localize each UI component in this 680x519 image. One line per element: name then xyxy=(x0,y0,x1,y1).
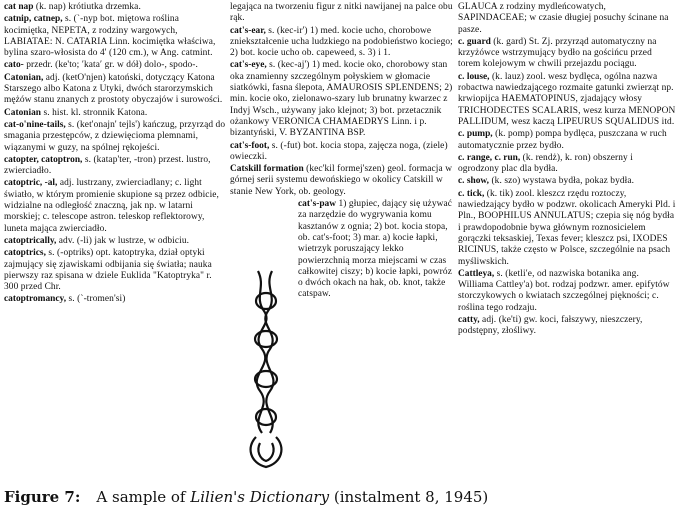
entry-definition: adj. lustrzany, zwierciadlany; c. light światło, w którym promienie skupione są przez odbicie, widzialne na odległość znaczną, jak np. w latarni morskiej; c. telescope astron. teleskop reflektorowy, luneta mająca zwierciadło. xyxy=(4,178,219,234)
dictionary-entry xyxy=(4,178,226,234)
entry-headword: cato- xyxy=(4,60,24,71)
caption-label: Figure 7: xyxy=(4,488,81,506)
entry-definition: adj. (ke'ti) gw. koci, fałszywy, nieszczery, podstępny, złośliwy. xyxy=(458,315,643,337)
dictionary-entry xyxy=(4,73,226,107)
dictionary-entry xyxy=(458,2,676,36)
caption-post: (instalment 8, 1945) xyxy=(329,488,489,506)
entry-headword: catoptrics, xyxy=(4,248,46,259)
dictionary-entry xyxy=(4,155,226,178)
caption-title: Lilien's Dictionary xyxy=(190,488,330,506)
entry-headword: c. show, xyxy=(458,176,489,187)
entry-definition: (k. rendż), k. ron) obszerny i ogrodzony plac dla bydła. xyxy=(458,152,633,175)
dictionary-entry xyxy=(458,189,676,268)
dictionary-entry xyxy=(230,2,454,25)
dictionary-entry xyxy=(4,248,226,293)
dictionary-entry xyxy=(458,269,676,314)
entry-definition: 1) głupiec, dający się używać za narzędzie do wygrywania komu kasztanów z ognia; 2) bot. kocia stopa, ob. cat's-foot; 3) mar. a) kocie łapki, wietrzyk poruszający lekko powierzchnią morza miejscami w czas całkowitej ciszy; b) kocie łapki, powróz o dwóch okach na hak, ob. knot, także catspaw. xyxy=(298,199,453,300)
dictionary-entry xyxy=(4,2,226,13)
entry-headword: cat nap xyxy=(4,2,34,12)
entry-definition: s. (`-tromen'si) xyxy=(66,294,126,305)
caption-pre: A sample of xyxy=(96,488,191,506)
entry-definition: s. (`-nyp bot. miętowa roślina kocimiętka, NEPETA, z rodziny wargowych, LABIATAE: N. CATARIA Linn. kocimiętka właściwa, bylina szaro-włosista do 4' (120 cm.), w Ang. catmint. xyxy=(4,14,216,59)
column-middle xyxy=(230,2,454,302)
column-right xyxy=(458,2,676,339)
entry-definition: s. (-fut) bot. kocia stopa, zajęcza noga, (ziele) owieczki. xyxy=(230,140,448,162)
entry-headword: c. louse, xyxy=(458,71,490,82)
dictionary-entry xyxy=(458,315,676,338)
dictionary-entry xyxy=(4,60,226,71)
entry-headword: cat's-foot, xyxy=(230,140,270,151)
entry-headword: catoptric, -al, xyxy=(4,178,58,189)
entry-definition: s. (-optriks) opt. katoptryka, dział optyki zajmujący się zjawiskami odbijania się światła; nauka pierwszy raz spisana w dziele Euklida "Katoptryka" r. 300 przed Chr. xyxy=(4,248,212,293)
dictionary-entry xyxy=(4,14,226,59)
entry-headword: cat's-ear, xyxy=(230,25,266,36)
dictionary-entry xyxy=(4,294,226,305)
entry-definition: adj. (ketO'njen) katoński, dotyczący Katona Starszego albo Katona z Utyki, dwóch starorzymskich mężów stanu znanych z prostoty obyczajów i surowości. xyxy=(4,72,223,106)
entry-headword: Catonian xyxy=(4,107,41,118)
entry-definition: (k. gard) St. Zj. przyrząd automatyczny na krzyżówce wstrzymujący bydło na gościńcu przed torem kolejowym w chwili przejazdu pociągu. xyxy=(458,36,657,70)
dictionary-entry xyxy=(4,108,226,119)
entry-headword: cat's-eye, xyxy=(230,60,267,71)
entry-definition: (kec'kil formej'szen) geol. formacja w górnej serii systemu dewońskiego w okolicy Catskill w stanie New York, ob. geology. xyxy=(230,164,453,197)
dictionary-entry xyxy=(230,26,454,60)
entry-headword: c. range, c. run, xyxy=(458,152,521,163)
entry-headword: catopter, catoptron, xyxy=(4,154,83,165)
dictionary-entry xyxy=(458,153,676,176)
entry-headword: cat-o'nine-tails, xyxy=(4,119,66,130)
entry-definition: (k. lauz) zool. wesz bydlęca, ogólna nazwa robactwa nawiedzającego rozmaite gatunki zwierząt np. krwiopijca HAEMATOPINUS, zjadający włosy TRICHODECTES SCALARIS, wesz kurza MENOPON PALLIDUM, wesz kaczą LIPEURUS SQUALIDUS itd. xyxy=(458,71,676,127)
cats-paw-knot-illustration xyxy=(236,267,296,475)
dictionary-entry xyxy=(230,164,454,198)
entry-headword: c. pump, xyxy=(458,129,493,140)
entry-headword: catty, xyxy=(458,315,480,326)
entry-definition: s. hist. kl. stronnik Katona. xyxy=(41,107,148,118)
entry-headword: c. guard xyxy=(458,36,491,47)
entry-definition: legająca na tworzeniu figur z nitki nawijanej na palce obu rąk. xyxy=(230,2,453,24)
entry-definition: adv. (-li) jak w lustrze, w odbiciu. xyxy=(56,235,190,246)
entry-headword: cat's-paw xyxy=(298,199,337,210)
dictionary-entry xyxy=(230,141,454,164)
dictionary-entry xyxy=(458,72,676,128)
entry-definition: s. (ket'onajn' tejls') kańczug, przyrząd do smagania przestępców, z dziewięcioma plemnami, wiązanymi w guzy, na spólnej rękojeści. xyxy=(4,119,226,153)
entry-headword: Catskill formation xyxy=(230,164,304,175)
dictionary-entry xyxy=(230,60,454,139)
entry-definition: (k. szo) wystawa bydła, pokaz bydła. xyxy=(489,176,635,187)
entry-headword: catnip, catnep, xyxy=(4,14,63,25)
dictionary-entry xyxy=(458,176,676,187)
entry-headword: Cattleya, xyxy=(458,268,495,279)
entry-definition: przedr. (ke'to; ′kata′ gr. w dół) dolo-, spodo-. xyxy=(23,60,198,71)
dictionary-entry xyxy=(4,120,226,154)
figure-caption xyxy=(4,488,676,506)
column-left xyxy=(4,2,226,307)
entry-headword: Catonian, xyxy=(4,72,44,83)
entry-definition: (k. pomp) pompa bydlęca, puszczana w ruch automatycznie przez bydło. xyxy=(458,129,667,151)
entry-definition: (k. nap) krótiutka drzemka. xyxy=(33,2,141,12)
entry-definition: s. (katap'ter, -tron) przest. lustro, zwierciadło. xyxy=(4,154,211,177)
entry-headword: c. tick, xyxy=(458,188,485,199)
entry-definition: s. (kec-ir') 1) med. kocie ucho, chorobowe zniekształcenie ucha ludzkiego na podobieństwo kociego; 2) bot. kocie ucho ob. capeweed, s. 3) i 1. xyxy=(230,25,453,59)
entry-definition: GLAUCA z rodziny mydleńcowatych, SAPINDACEAE; w czasie długiej posuchy ścinane na pasze. xyxy=(458,2,669,35)
entry-definition: s. (ketli′e, od nazwiska botanika ang. Williama Cattley'a) bot. rodzaj podzwr. amer. epifytów storczykowych o kwiatach szczególnej piękności; c. roślina tego rodzaju. xyxy=(458,268,670,313)
entry-headword: catoptrically, xyxy=(4,235,57,246)
entry-headword: catoptromancy, xyxy=(4,294,67,305)
entry-definition: s. (kec-aj') 1) med. kocie oko, chorobowy stan oka znamienny szczególnym połyskiem w głomacie siatkówki, fasna ślepota, AMAUROSIS SPLENDENS; 2) min. kocie oko, zielonawo-szary lub brunatny kwarzec z Indyj Wsch., używany jako klejnot; 3) bot. przetacznik ożankowy VERONICA CHAMAEDRYS Linn. i p. bizantyński, V. BYZANTINA BSP. xyxy=(230,60,453,139)
dictionary-entry xyxy=(4,236,226,247)
entry-definition: (k. tik) zool. kleszcz rzędu roztoczy, nawiedzający bydło w podzwr. okolicach Ameryki Pld. i Pln., BOOPHILUS ANNULATUS; czepia się nóg bydła i prawdopodobnie bywa głównym roznosicielem gorączki teksaskiej, Texas fever; kleszcz psi, IXODES RICINUS, także często w Polsce, szczególnie na psach myśliwskich. xyxy=(458,188,676,267)
dictionary-entry xyxy=(458,129,676,152)
dictionary-entry xyxy=(458,37,676,71)
